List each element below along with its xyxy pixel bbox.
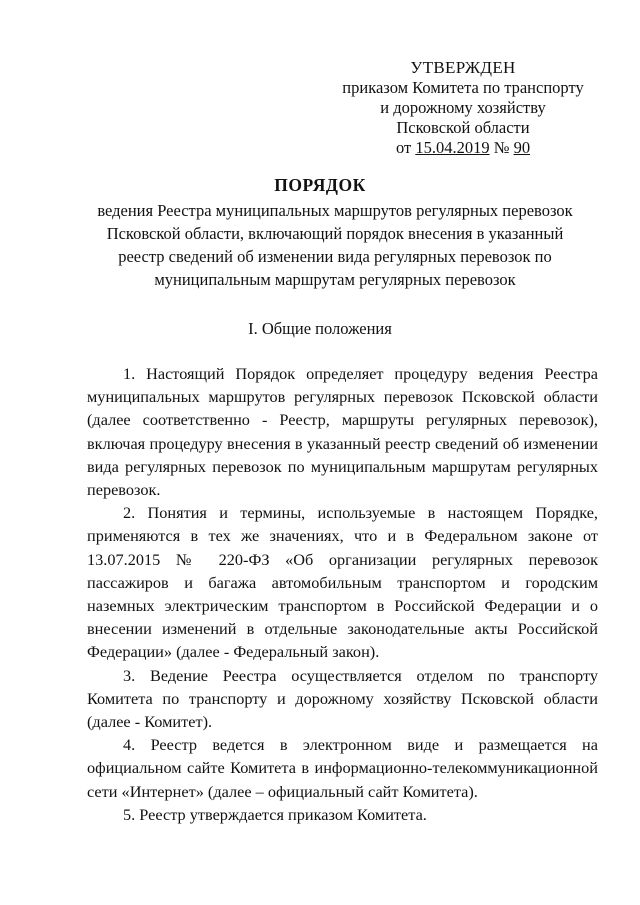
- approval-heading: УТВЕРЖДЕН: [410, 58, 516, 77]
- section-title: I. Общие положения: [248, 319, 392, 338]
- approval-date: 15.04.2019: [415, 138, 490, 157]
- paragraph-1: 1. Настоящий Порядок определяет процедуру ведения Реестра муниципальных маршрутов регулярных перевозок Псковской области (далее соответственно - Реестр, маршруты регулярных перевозок), включая процедуру внесения в указанный реестр сведений об изменении вида регулярных перевозок по муниципальным маршрутам регулярных перевозок.: [87, 364, 598, 500]
- approval-line-2: и дорожному хозяйству: [380, 98, 546, 117]
- approval-number: 90: [513, 138, 531, 157]
- approval-line-1: приказом Комитета по транспорту: [342, 78, 584, 97]
- document-title: ПОРЯДОК: [274, 175, 366, 195]
- approval-date-line: [318, 138, 608, 158]
- document-subtitle: ведения Реестра муниципальных маршрутов регулярных перевозок Псковской области, включающий порядок внесения в указанный реестр сведений об изменении вида регулярных перевозок по муниципальным маршрутам регулярных перевозок: [97, 201, 573, 289]
- document-body: [87, 362, 598, 826]
- approval-line-3: Псковской области: [396, 118, 530, 137]
- paragraph-3: 3. Ведение Реестра осуществляется отделом по транспорту Комитета по транспорту и дорожному хозяйству Псковской области (далее - Комитет).: [87, 665, 598, 732]
- approval-number-sign: №: [493, 138, 510, 157]
- approval-stamp: [318, 58, 608, 158]
- paragraph-2: 2. Понятия и термины, используемые в настоящем Порядке, применяются в тех же значениях, что и в Федеральном законе от 13.07.2015 № 220-ФЗ «Об организации регулярных перевозок пассажиров и багажа автомобильным транспортом и городским наземных электрическим транспортом в Российской Федерации и о внесении изменений в отдельные законодательные акты Российской Федерации» (далее - Федеральный закон).: [87, 503, 598, 662]
- paragraph-5: 5. Реестр утверждается приказом Комитета.: [123, 804, 427, 824]
- paragraph-4: 4. Реестр ведется в электронном виде и размещается на официальном сайте Комитета в информационно-телекоммуникационной сети «Интернет» (далее – официальный сайт Комитета).: [87, 735, 598, 801]
- approval-date-prefix: от: [395, 138, 412, 157]
